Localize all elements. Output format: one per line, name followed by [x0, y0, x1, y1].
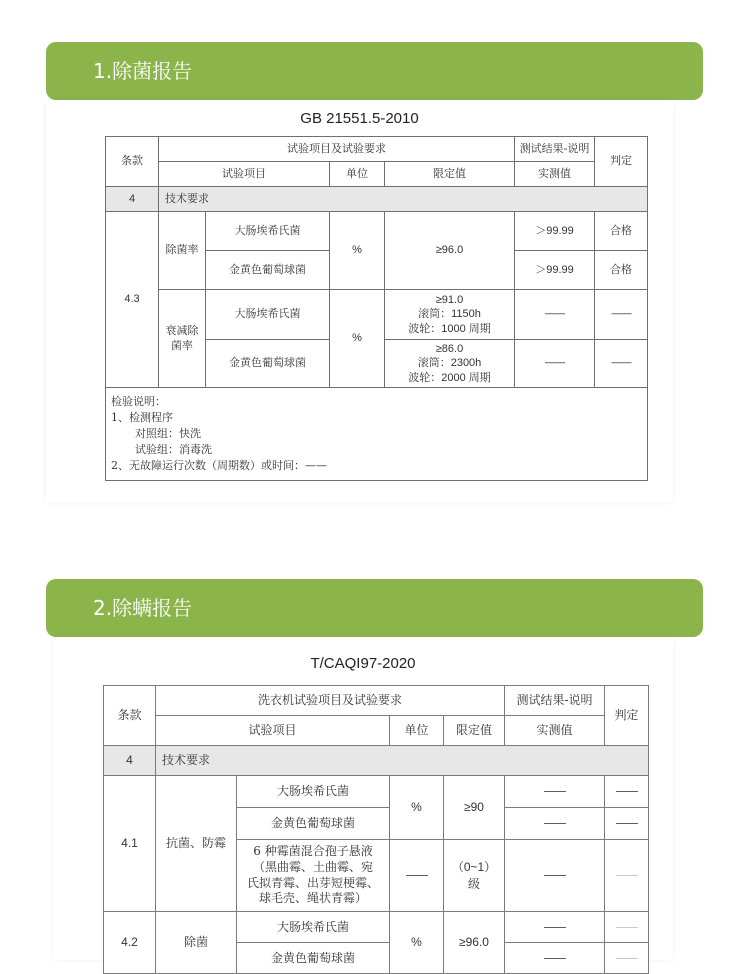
- clause-4-1: 4.1: [104, 776, 156, 912]
- report-card-2: [53, 637, 673, 965]
- decay-ecoli-result: ——: [515, 290, 595, 340]
- rate-limit: ≥96.0: [385, 212, 515, 290]
- clause-4-3: 4.3: [106, 212, 159, 388]
- staph-item-3: 金黄色葡萄球菌: [237, 943, 390, 974]
- mold-limit: （0~1） 级: [444, 840, 505, 912]
- ecoli-verdict-3: ——: [605, 912, 649, 943]
- staph-result: ＞99.99: [515, 251, 595, 290]
- decay-ecoli-item: 大肠埃希氏菌: [206, 290, 330, 340]
- mold-result: ——: [505, 840, 605, 912]
- tech-label-2: 技术要求: [156, 746, 649, 776]
- section-2-title: 2.除螨报告: [93, 596, 193, 620]
- mold-unit: ——: [390, 840, 444, 912]
- unit-pct-42: %: [390, 912, 444, 974]
- header-measured: 实测值: [515, 162, 595, 187]
- header-items-req: 试验项目及试验要求: [159, 137, 515, 162]
- decay-ecoli-limit: ≥91.0 滚筒：1150h 波轮：1000 周期: [385, 290, 515, 340]
- header-limit: 限定值: [385, 162, 515, 187]
- staph-item: 金黄色葡萄球菌: [206, 251, 330, 290]
- header-clause: 条款: [106, 137, 159, 187]
- report-card-1: [46, 100, 673, 502]
- header-limit-2: 限定值: [444, 716, 505, 746]
- ecoli-result-3: ——: [505, 912, 605, 943]
- decay-unit: %: [330, 290, 385, 388]
- staph-verdict-3: ——: [605, 943, 649, 974]
- ecoli-verdict: 合格: [595, 212, 648, 251]
- header-verdict-2: 判定: [605, 686, 649, 746]
- rate-unit: %: [330, 212, 385, 290]
- mold-verdict: ——: [605, 840, 649, 912]
- decay-staph-result: ——: [515, 340, 595, 388]
- rate-label: 除菌率: [159, 212, 206, 290]
- test-notes: 检验说明： 1、检测程序 对照组：快洗 试验组：消毒洗 2、无故障运行次数（周期数）或时间：——: [106, 388, 648, 481]
- decay-staph-limit: ≥86.0 滚筒：2300h 波轮：2000 周期: [385, 340, 515, 388]
- header-test-item: 试验项目: [159, 162, 330, 187]
- staph-result-3: ——: [505, 943, 605, 974]
- tech-clause: 4: [106, 187, 159, 212]
- staph-item-2: 金黄色葡萄球菌: [237, 808, 390, 840]
- decay-label: 衰减除菌率: [159, 290, 206, 388]
- mite-removal-report-table: [103, 685, 649, 974]
- header-result-note: 测试结果-说明: [515, 137, 595, 162]
- decay-ecoli-verdict: ——: [595, 290, 648, 340]
- limit-90: ≥90: [444, 776, 505, 840]
- header-unit: 单位: [330, 162, 385, 187]
- ecoli-item-3: 大肠埃希氏菌: [237, 912, 390, 943]
- section-2-header: [46, 579, 703, 637]
- header-result-note-2: 测试结果-说明: [505, 686, 605, 716]
- header-measured-2: 实测值: [505, 716, 605, 746]
- staph-verdict: 合格: [595, 251, 648, 290]
- header-clause-2: 条款: [104, 686, 156, 746]
- remove-label: 除菌: [156, 912, 237, 974]
- mold-item: 6 种霉菌混合孢子悬液 （黑曲霉、土曲霉、宛 氏拟青霉、出芽短梗霉、 球毛壳、绳状青霉）: [237, 840, 390, 912]
- decay-staph-item: 金黄色葡萄球菌: [206, 340, 330, 388]
- staph-result-2: ——: [505, 808, 605, 840]
- header-test-item-2: 试验项目: [156, 716, 390, 746]
- header-unit-2: 单位: [390, 716, 444, 746]
- ecoli-item: 大肠埃希氏菌: [206, 212, 330, 251]
- tech-label: 技术要求: [159, 187, 648, 212]
- section-1-header: [46, 42, 703, 100]
- limit-96: ≥96.0: [444, 912, 505, 974]
- antibac-label: 抗菌、防霉: [156, 776, 237, 912]
- decay-staph-verdict: ——: [595, 340, 648, 388]
- unit-pct-41: %: [390, 776, 444, 840]
- clause-4-2: 4.2: [104, 912, 156, 974]
- standard-code-2: T/CAQI97-2020: [310, 655, 416, 672]
- header-items-req-2: 洗衣机试验项目及试验要求: [156, 686, 505, 716]
- standard-code: GB 21551.5-2010: [300, 110, 419, 127]
- ecoli-item-2: 大肠埃希氏菌: [237, 776, 390, 808]
- staph-verdict-2: ——: [605, 808, 649, 840]
- header-verdict: 判定: [595, 137, 648, 187]
- sterilization-report-table: [105, 136, 648, 481]
- ecoli-verdict-2: ——: [605, 776, 649, 808]
- ecoli-result: ＞99.99: [515, 212, 595, 251]
- section-1-title: 1.除菌报告: [93, 59, 193, 83]
- ecoli-result-2: ——: [505, 776, 605, 808]
- tech-clause-2: 4: [104, 746, 156, 776]
